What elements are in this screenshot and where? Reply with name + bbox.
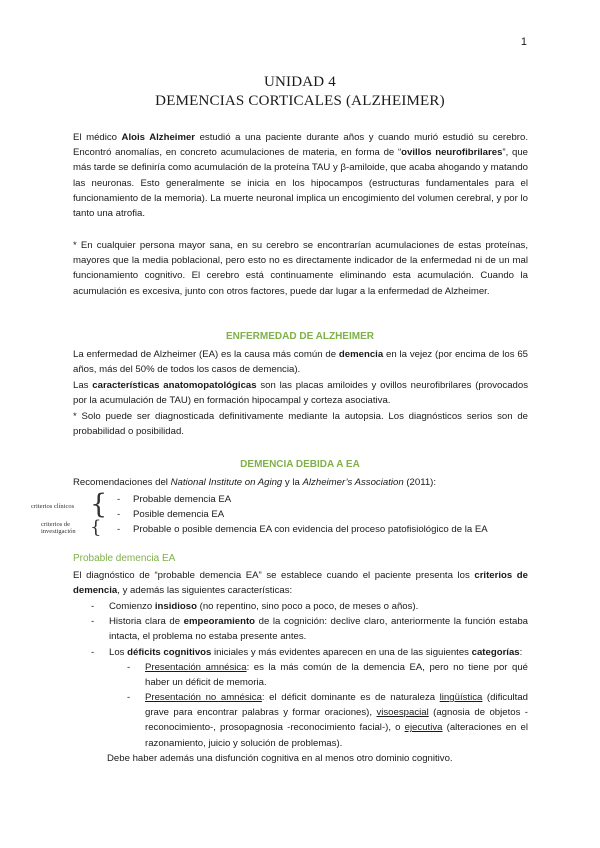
page-title: DEMENCIAS CORTICALES (ALZHEIMER) (155, 93, 445, 109)
list-item: - Probable o posible demencia EA con evidencia del proceso patofisiológico de la EA (117, 524, 488, 535)
section1-paragraph-2: Las características anatomopatológicas son las placas amiloides y ovillos neurofibrilares (provocados por la acumulación de TAU) en formación hipocampal y corteza asociativa. (73, 380, 528, 407)
intro-paragraph-2: * En cualquier persona mayor sana, en su cerebro se encontrarían acumulaciones de estas proteínas, mayores que la media poblacional, pero esto no es directamente indicador de la enfermedad ni de un mal funcionamiento cognitivo. El cerebro está continuamente eliminando esta acumulación. Cuando la acumulación es excesiva, junto con otros factores, puede dar lugar a la enfermedad de Alzheimer. (73, 240, 528, 297)
section3-paragraph-1: El diagnóstico de “probable demencia EA” se establece cuando el paciente presenta los criterios de demencia, y además las siguientes características: (73, 570, 528, 597)
brace-icon: { (90, 517, 102, 538)
list-item: - Presentación no amnésica: el déficit dominante es de naturaleza lingüística (dificultad grave para encontrar palabras y formar oraciones), visoespacial (agnosia de objetos -reconocimiento-, prosopagnosia -reconocimiento facial-), o ejecutiva (alteraciones en el razonamiento, juicio y solución de problemas). (127, 692, 529, 749)
section1-paragraph-3: * Solo puede ser diagnosticada definitivamente mediante la autopsia. Los diagnósticos serios son de probabilidad o posibilidad. (73, 411, 528, 438)
margin-note-clinical: criterios clínicos (31, 503, 75, 510)
list-item: - Los déficits cognitivos iniciales y más evidentes aparecen en una de las siguientes categorías: (91, 647, 523, 658)
list-item: - Presentación amnésica: es la más común de la demencia EA, pero no tiene por qué haber un déficit de memoria. (127, 662, 528, 689)
section1-paragraph-1: La enfermedad de Alzheimer (EA) es la causa más común de demencia en la vejez (por encima de los 65 años, más del 50% de todos los casos de demencia). (73, 349, 529, 376)
list-item: - Historia clara de empeoramiento de la cognición: declive claro, anteriormente la función estaba intacta, el problema no estaba presente antes. (91, 616, 528, 643)
brace-icon: { (90, 489, 108, 520)
list-item: - Probable demencia EA (117, 494, 232, 505)
section-heading-demencia-ea: DEMENCIA DEBIDA A EA (240, 459, 360, 470)
intro-paragraph-1: El médico Alois Alzheimer estudió a una paciente durante años y cuando murió estudió su cerebro. Encontró anomalías, en concreto acumulaciones de materia, en forma de “ovillos neurofibrilares”, que más tarde se definiría como acumulación de la proteína TAU y β-amiloide, que acaba ahogando y matando las neuronas. Esto generalmente se inicia en los hipocampos (estructuras fundamentales para el funcionamiento de la memoria). La muerte neuronal implica un encogimiento del volumen cerebral, y por lo tanto una atrofia. (73, 132, 528, 220)
list-item: - Comienzo insidioso (no repentino, sino poco a poco, de meses o años). (91, 601, 419, 612)
list-item: - Posible demencia EA (117, 509, 225, 520)
section-heading-alzheimer: ENFERMEDAD DE ALZHEIMER (226, 331, 374, 342)
closing-note: Debe haber además una disfunción cognitiva en al menos otro dominio cognitivo. (107, 753, 453, 764)
recommendations-line: Recomendaciones del National Institute on Aging y la Alzheimer’s Association (2011): (73, 477, 437, 488)
margin-note-research: criterios de investigación (41, 521, 76, 535)
subheading-probable-ea: Probable demencia EA (73, 553, 176, 564)
unit-title: UNIDAD 4 (263, 74, 336, 90)
page-number: 1 (520, 36, 527, 48)
recommendations-list (117, 492, 488, 537)
